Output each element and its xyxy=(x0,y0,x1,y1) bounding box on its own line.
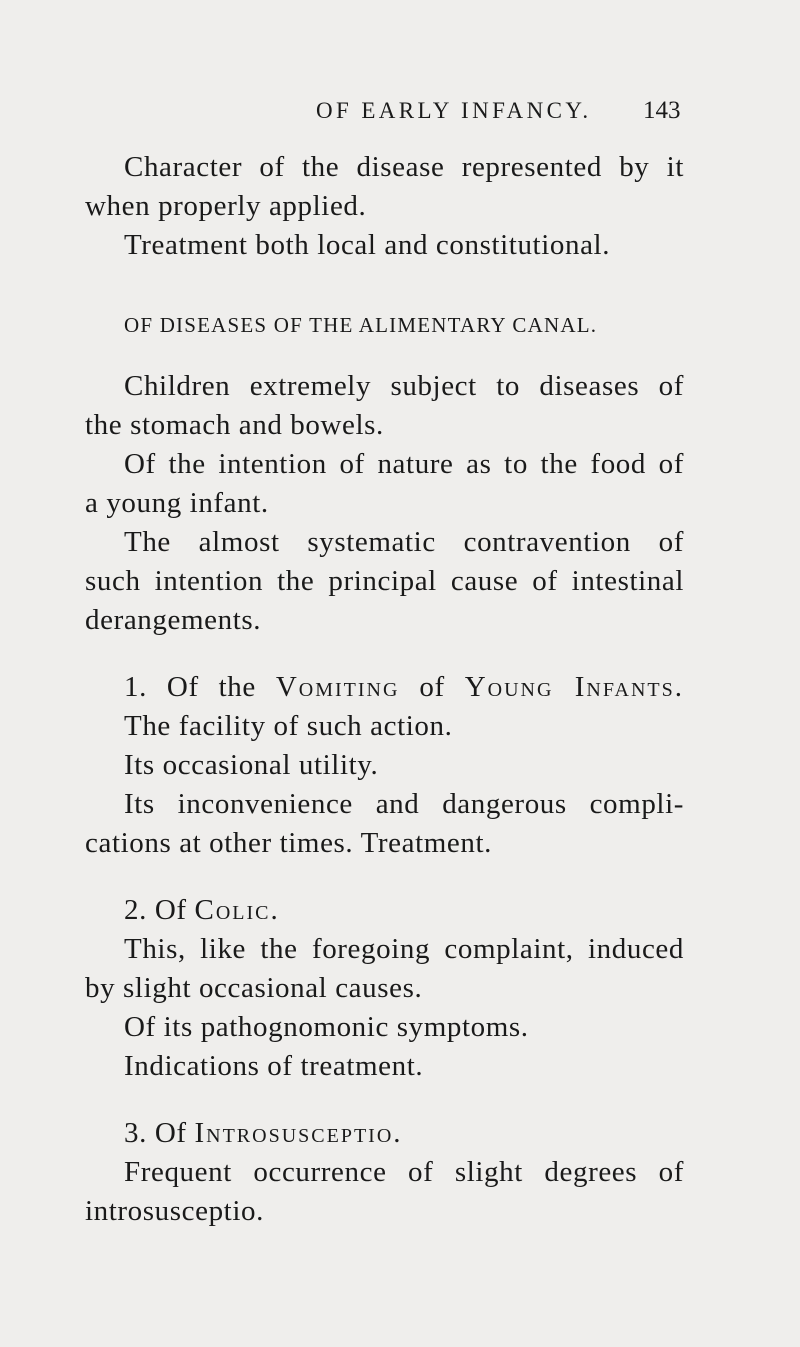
item-title: Introsusceptio. xyxy=(194,1117,403,1149)
item-heading-text: Of xyxy=(154,1117,187,1149)
section-heading: OF DISEASES OF THE ALIMENTARY CANAL. xyxy=(124,313,598,337)
item-title: Colic. xyxy=(194,894,280,926)
item-number: 3. xyxy=(124,1117,147,1149)
item-heading xyxy=(124,670,684,704)
item-number: 2. xyxy=(124,894,147,926)
text-line: Its inconvenience and dangerous compli- xyxy=(124,788,684,820)
text-line: derangements. xyxy=(85,604,262,636)
text-line: Of the intention of nature as to the food of xyxy=(124,448,684,480)
item-heading xyxy=(124,893,280,927)
running-head: OF EARLY INFANCY. xyxy=(316,98,592,123)
text-line: a young infant. xyxy=(85,487,269,519)
item-heading xyxy=(124,1116,403,1150)
text-line: the stomach and bowels. xyxy=(85,409,384,441)
item-heading-text: Of the xyxy=(166,671,256,703)
text-line: introsusceptio. xyxy=(85,1195,264,1227)
item-heading-text: Of xyxy=(154,894,187,926)
text-line: Treatment both local and constitutional. xyxy=(124,229,611,261)
text-line: cations at other times. Treatment. xyxy=(85,827,493,859)
page-number: 143 xyxy=(643,97,681,124)
text-line: Its occasional utility. xyxy=(124,749,379,781)
item-number: 1. xyxy=(124,671,147,703)
text-line: Children extremely subject to diseases of xyxy=(124,370,684,402)
item-title: Young Infants. xyxy=(464,671,684,703)
text-line: Character of the disease represented by it xyxy=(124,151,684,183)
text-line: The almost systematic contravention of xyxy=(124,526,684,558)
item-heading-text: of xyxy=(419,671,445,703)
text-line: This, like the foregoing complaint, induced xyxy=(124,933,684,965)
item-title: Vomiting xyxy=(275,671,400,703)
text-line: Of its pathognomonic symptoms. xyxy=(124,1011,529,1043)
text-line: by slight occasional causes. xyxy=(85,972,423,1004)
page-header xyxy=(0,98,800,138)
text-line: Indications of treatment. xyxy=(124,1050,424,1082)
text-line: The facility of such action. xyxy=(124,710,453,742)
text-line: when properly applied. xyxy=(85,190,367,222)
text-line: Frequent occurrence of slight degrees of xyxy=(124,1156,684,1188)
text-line: such intention the principal cause of intestinal xyxy=(85,565,684,597)
